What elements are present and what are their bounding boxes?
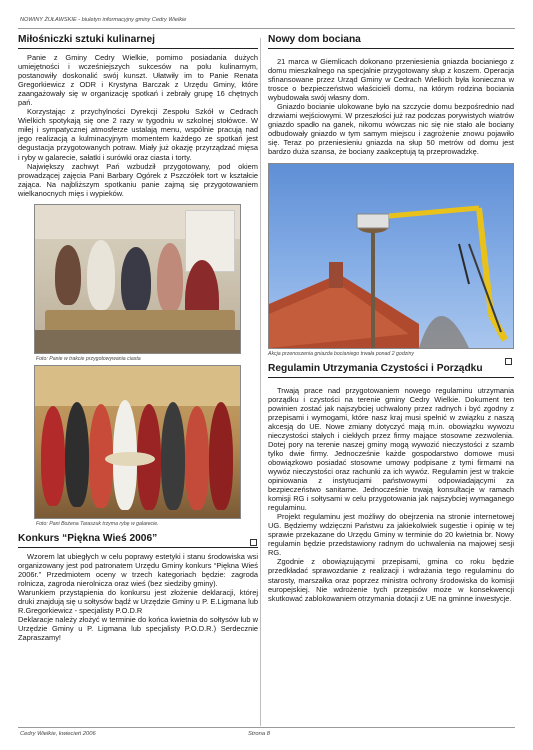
crane-scene [269,164,513,348]
article-paragraph: Największy zachwyt Pań wzbudził przygotowany, pod okiem prowadzącej zajęcia Pani Barbary Ogórek z Pszczółek tort w kształcie zająca. Na najbliższym spotkaniu panie zajmą się przygotowaniem wielkanocnych mięs i wypieków. [18,161,258,198]
article-paragraph: Zgodnie z obowiązującymi przepisami, gmina co roku będzie przedkładać sprawozdanie z realizacji i wdrażania tego regulaminu do starosty, marszałka oraz poprzez ministra ochrony środowiska do komisji europejskiej. Nie wdrożenie tych przepisów może w konsekwencji skutkować zablokowaniem otrzymania dotacji z UE na gminne inwestycje. [268,557,514,603]
photo-cooking [34,204,241,354]
page-footer [18,727,515,740]
article-title-konkurs [18,533,258,548]
article-paragraph: Trwają prace nad przygotowaniem nowego regulaminu utrzymania porządku i czystości na terenie gminy Cedry Wielkie. Dokument ten powinien zostać jak najszybciej uchwalony przez radnych i być zgodny z przepisami i wymogami, które nasz kraj musi spełnić w związku z naszą akcesją do UE. Nowe zmiany dotyczyć mają m.in. obowiązku wywozu nieczystości stałych i ciekłych przez firmy mające stosowne zezwolenia. Dotej pory na terenie naszej gminy mogą wywozić nieczystości z szamb tylko dwie firmy. Jednocześnie każde gospodarstwo domowe musi obowiązkowo posiadać stosowne umowy podpisane z tymi firmami na wywóz nieczystości oraz rachunki za ich wywóz. Regulamin jest w trakcie opiniowania z instytucjami państwowymi odpowiadającymi za bezpieczeństwo sanitarne. Jednocześnie trwają konsultacje w ramach komisji RG i sołtysami w celu przygotowania jak najszybciej wymaganego regulaminu. [268,385,514,513]
article-title-bocian: Nowy dom bociana [268,34,514,49]
article-paragraph: Warunkiem przystąpienia do konkursu jest złożenie deklaracji, której druki znajdują się u sołtysów bądź w Urzędzie Gminy u P. E.Ligmana lub R.Gregorkiewicz - specjalisty P.O.D.R [18,587,258,616]
article-title-kulinarna: Miłośniczki sztuki kulinarnej [18,34,258,49]
konkurs-title-text: Konkurs “Piękna Wieś 2006” [18,532,158,544]
article-paragraph: Projekt regulaminu jest możliwy do obejrzenia na stronie internetowej UG. Będziemy wdzięczni Państwu za jakiekolwiek sugestie i opinię w tej sprawie przekazane do Urzędu Gminy w terminie do 20 kwietnia br. Nowy regulamin będzie przedstawiony radnym do uchwalenia na majowej sesji RG. [268,512,514,558]
photo-caption: Akcja przenoszenia gniazda bocianiego trwała ponad 2 godziny [268,350,414,357]
end-square-icon [250,539,257,546]
right-column [268,34,514,603]
photo-stork-nest [268,163,514,349]
photo-group [34,365,241,519]
article-paragraph: Gniazdo bocianie ulokowane było na szczycie domu bezpośrednio nad drzwiami wejściowymi. W przeszłości już raz podczas porywistych wiatrów gniazdo spadło na ganek, nikomu wówczas nic się nie stało ale bociany odbudowały gniazdo w tym samym miejscu i zagrożenie znowu pojawiło się. Teraz po przeniesieniu gniazda na słup 50 metrów od domu jest bardzo duża szansa, że bociany zaakceptują tą przeprowadzkę. [268,102,514,157]
left-column [18,34,258,642]
article-paragraph: 21 marca w Giemlicach dokonano przeniesienia gniazda bocianiego z domu mieszkalnego na specjalnie przygotowany słup z koszem. Operacja sfinansowane przez Urząd Gminy w Cedrach Wielkich była konieczna w trosce o bezpieczeństwo właścicieli domu, na którym rodzina bociania wybudowała swój własny dom. [268,57,514,103]
article-paragraph: Korzystając z przychylności Dyrekcji Zespołu Szkół w Cedrach Wielkich spotykają się one 2 razy w tygodniu w szkolnej stołówce. W miłej i sympatycznej atmosferze ustalają menu, wspólnie pracują nad jego realizacją a kulminacyjnym momentem każdego ze spotkań jest degustacja przygotowanych potraw. Miały już okazję przyrządzać mięsa i ryby w galarecie, sałatki i surówki oraz ciasta i torty. [18,107,258,162]
photo-caption: Foto: Panie w trakcie przygotowywania ciasta [36,355,141,362]
article-paragraph: Panie z Gminy Cedry Wielkie, pomimo posiadania dużych umiejętności i wcześniejszych sukcesów na polu kulinarnym, postanowiły doskonalić swój kunszt. Ułatwiły im to Panie Renata Gregorkiewicz z ODR i Krystyna Barczak z Urzędu Gminy, które zaangażowały się w organizację spotkań i zebrały grupę 16 chętnych pań. [18,53,258,108]
article-paragraph: Deklaracje należy złożyć w terminie do końca kwietnia do sołtysów lub w Urzędzie Gminy u P. Ligmana lub specjalisty P.O.D.R.) Serdecznie Zapraszamy! [18,615,258,643]
page-header [18,14,515,29]
footer-page-number: Strona 8 [248,731,270,737]
footer-location-date: Cedry Wielkie, kwiecień 2006 [20,731,96,737]
header-text: NOWINY ŻUŁAWSKIE - biuletyn informacyjny gminy Cedry Wielkie [20,17,187,23]
column-divider [260,38,261,726]
article-title-regulamin: Regulamin Utrzymania Czystości i Porządku [268,363,514,378]
photo-caption: Foto: Pani Bożena Taraszuk trzyma rybę w galarecie. [36,520,159,527]
article-paragraph: Wzorem lat ubiegłych w celu poprawy estetyki i stanu środowiska wsi organizowany jest pod patronatem Urzędu Gminy konkurs “Piękna Wieś 2006r.” Przedmiotem oceny w trzech kategoriach będzie: zagroda rolnicza, zagroda nierolnicza oraz wieś (bez siedziby gminy). [18,551,258,588]
